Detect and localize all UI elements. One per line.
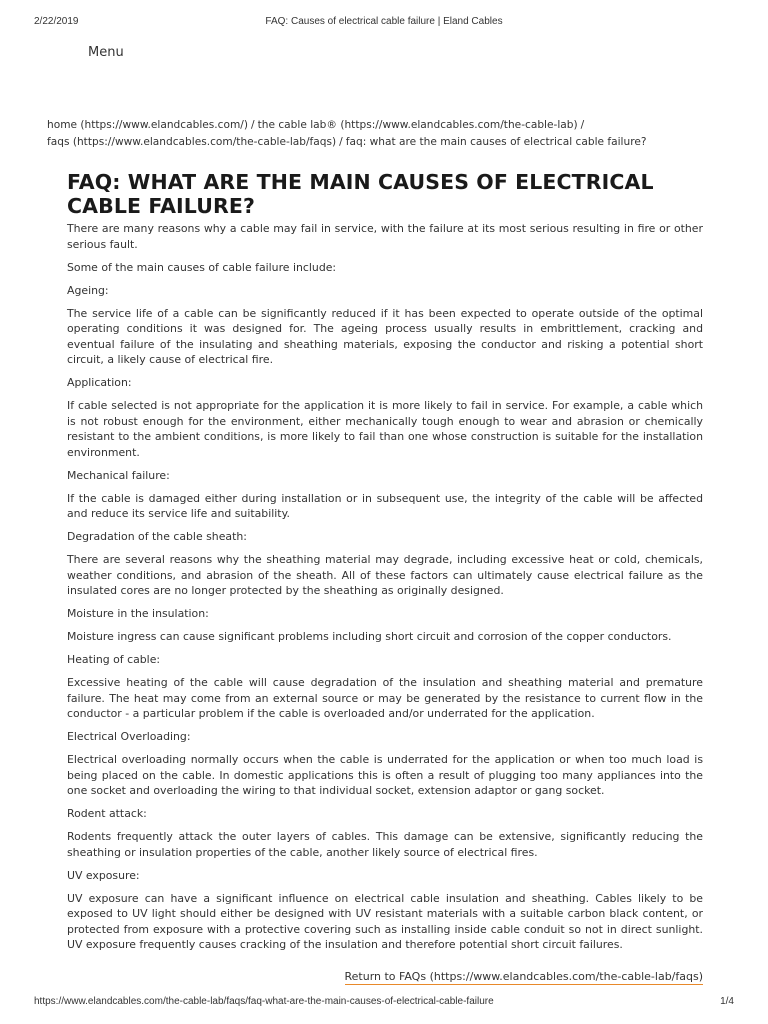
breadcrumb-cable-lab-link[interactable]: the cable lab® (https://www.elandcables.com/the-cable-lab) [257, 119, 578, 131]
section-heading-heating: Heating of cable: [67, 653, 161, 666]
breadcrumb-faqs-link[interactable]: faqs (https://www.elandcables.com/the-cable-lab/faqs) [47, 136, 337, 148]
section-body-uv-exposure: UV exposure can have a significant influence on electrical cable insulation and sheathing. Cables likely to be exposed to UV light should either be designed with UV resistant materials with a suitable carbon black content, or protected from exposure with a protective covering such as installing inside cable conduit so not in direct sunlight. UV exposure frequently causes cracking of the insulation and therefore potential short circuit failures. [67, 891, 703, 951]
return-to-faqs-link[interactable]: Return to FAQs (https://www.elandcables.com/the-cable-lab/faqs) [344, 970, 703, 983]
breadcrumb-separator: / [580, 119, 585, 131]
section-heading-ageing: Ageing: [67, 283, 109, 297]
section-body-heating: Excessive heating of the cable will cause degradation of the insulation and sheathing material and premature failure. The heat may come from an external source or may be generated by the resistance to current flow in the conductor - a particular problem if the cable is overloaded and/or underrated for the application. [67, 676, 703, 720]
page-title: FAQ: WHAT ARE THE MAIN CAUSES OF ELECTRICAL CABLE FAILURE? [67, 170, 654, 218]
breadcrumb [47, 117, 727, 151]
section-body-rodent-attack: Rodents frequently attack the outer layers of cables. This damage can be extensive, significantly reducing the sheathing or insulation properties of the cable, another likely source of electrical fires. [67, 830, 703, 859]
print-date: 2/22/2019 [34, 16, 79, 27]
section-body-overloading: Electrical overloading normally occurs when the cable is underrated for the application or when too much load is being placed on the cable. In domestic applications this is often a result of plugging too many appliances into the one socket and overloading the wiring to that individual socket, extension adaptor or gang socket. [67, 753, 703, 797]
section-body-moisture: Moisture ingress can cause significant problems including short circuit and corrosion of the copper conductors. [67, 630, 672, 643]
section-heading-mechanical-failure: Mechanical failure: [67, 468, 170, 482]
page-number: 1/4 [720, 996, 734, 1007]
breadcrumb-separator: / [339, 136, 343, 148]
article-intro: There are many reasons why a cable may fail in service, with the failure at its most serious resulting in fire or other serious fault. [67, 222, 703, 251]
article [67, 170, 703, 960]
print-url: https://www.elandcables.com/the-cable-lab/faqs/faq-what-are-the-main-causes-of-electrical-cable-failure [34, 996, 494, 1007]
section-heading-moisture: Moisture in the insulation: [67, 607, 209, 620]
breadcrumb-separator: / [251, 119, 255, 131]
section-heading-rodent-attack: Rodent attack: [67, 807, 147, 820]
article-lead: Some of the main causes of cable failure include: [67, 260, 337, 274]
print-footer [34, 996, 734, 1010]
section-heading-sheath-degradation: Degradation of the cable sheath: [67, 530, 247, 543]
section-heading-overloading: Electrical Overloading: [67, 730, 191, 743]
breadcrumb-home-link[interactable]: home (https://www.elandcables.com/) [47, 119, 249, 131]
section-heading-application: Application: [67, 376, 132, 389]
breadcrumb-current: faq: what are the main causes of electrical cable failure? [345, 136, 647, 148]
print-page-title: FAQ: Causes of electrical cable failure | Eland Cables [265, 16, 503, 27]
print-header [34, 16, 734, 30]
section-body-mechanical-failure: If the cable is damaged either during installation or in subsequent use, the integrity of the cable will be affected and reduce its service life and suitability. [67, 491, 703, 520]
menu-button[interactable]: Menu [88, 45, 124, 60]
section-body-application: If cable selected is not appropriate for the application it is more likely to fail in service. For example, a cable which is not robust enough for the environment, either mechanically tough enough to wear and abrasion or chemically resistant to the ambient conditions, is more likely to fail than one whose construction is suitable for the installation environment. [67, 399, 703, 459]
section-heading-uv-exposure: UV exposure: [67, 868, 140, 882]
section-body-ageing: The service life of a cable can be significantly reduced if it has been expected to operate outside of the optimal operating conditions it was designed for. The ageing process usually results in embrittlement, cracking and eventual failure of the insulating and sheathing materials, exposing the conductor and risking a potential short circuit, a likely cause of electrical fire. [67, 306, 703, 366]
section-body-sheath-degradation: There are several reasons why the sheathing material may degrade, including excessive heat or cold, chemicals, weather conditions, and abrasion of the sheath. All of these factors can ultimately cause electrical failure as the insulated cores are no longer protected by the sheathing as originally designed. [67, 553, 703, 597]
